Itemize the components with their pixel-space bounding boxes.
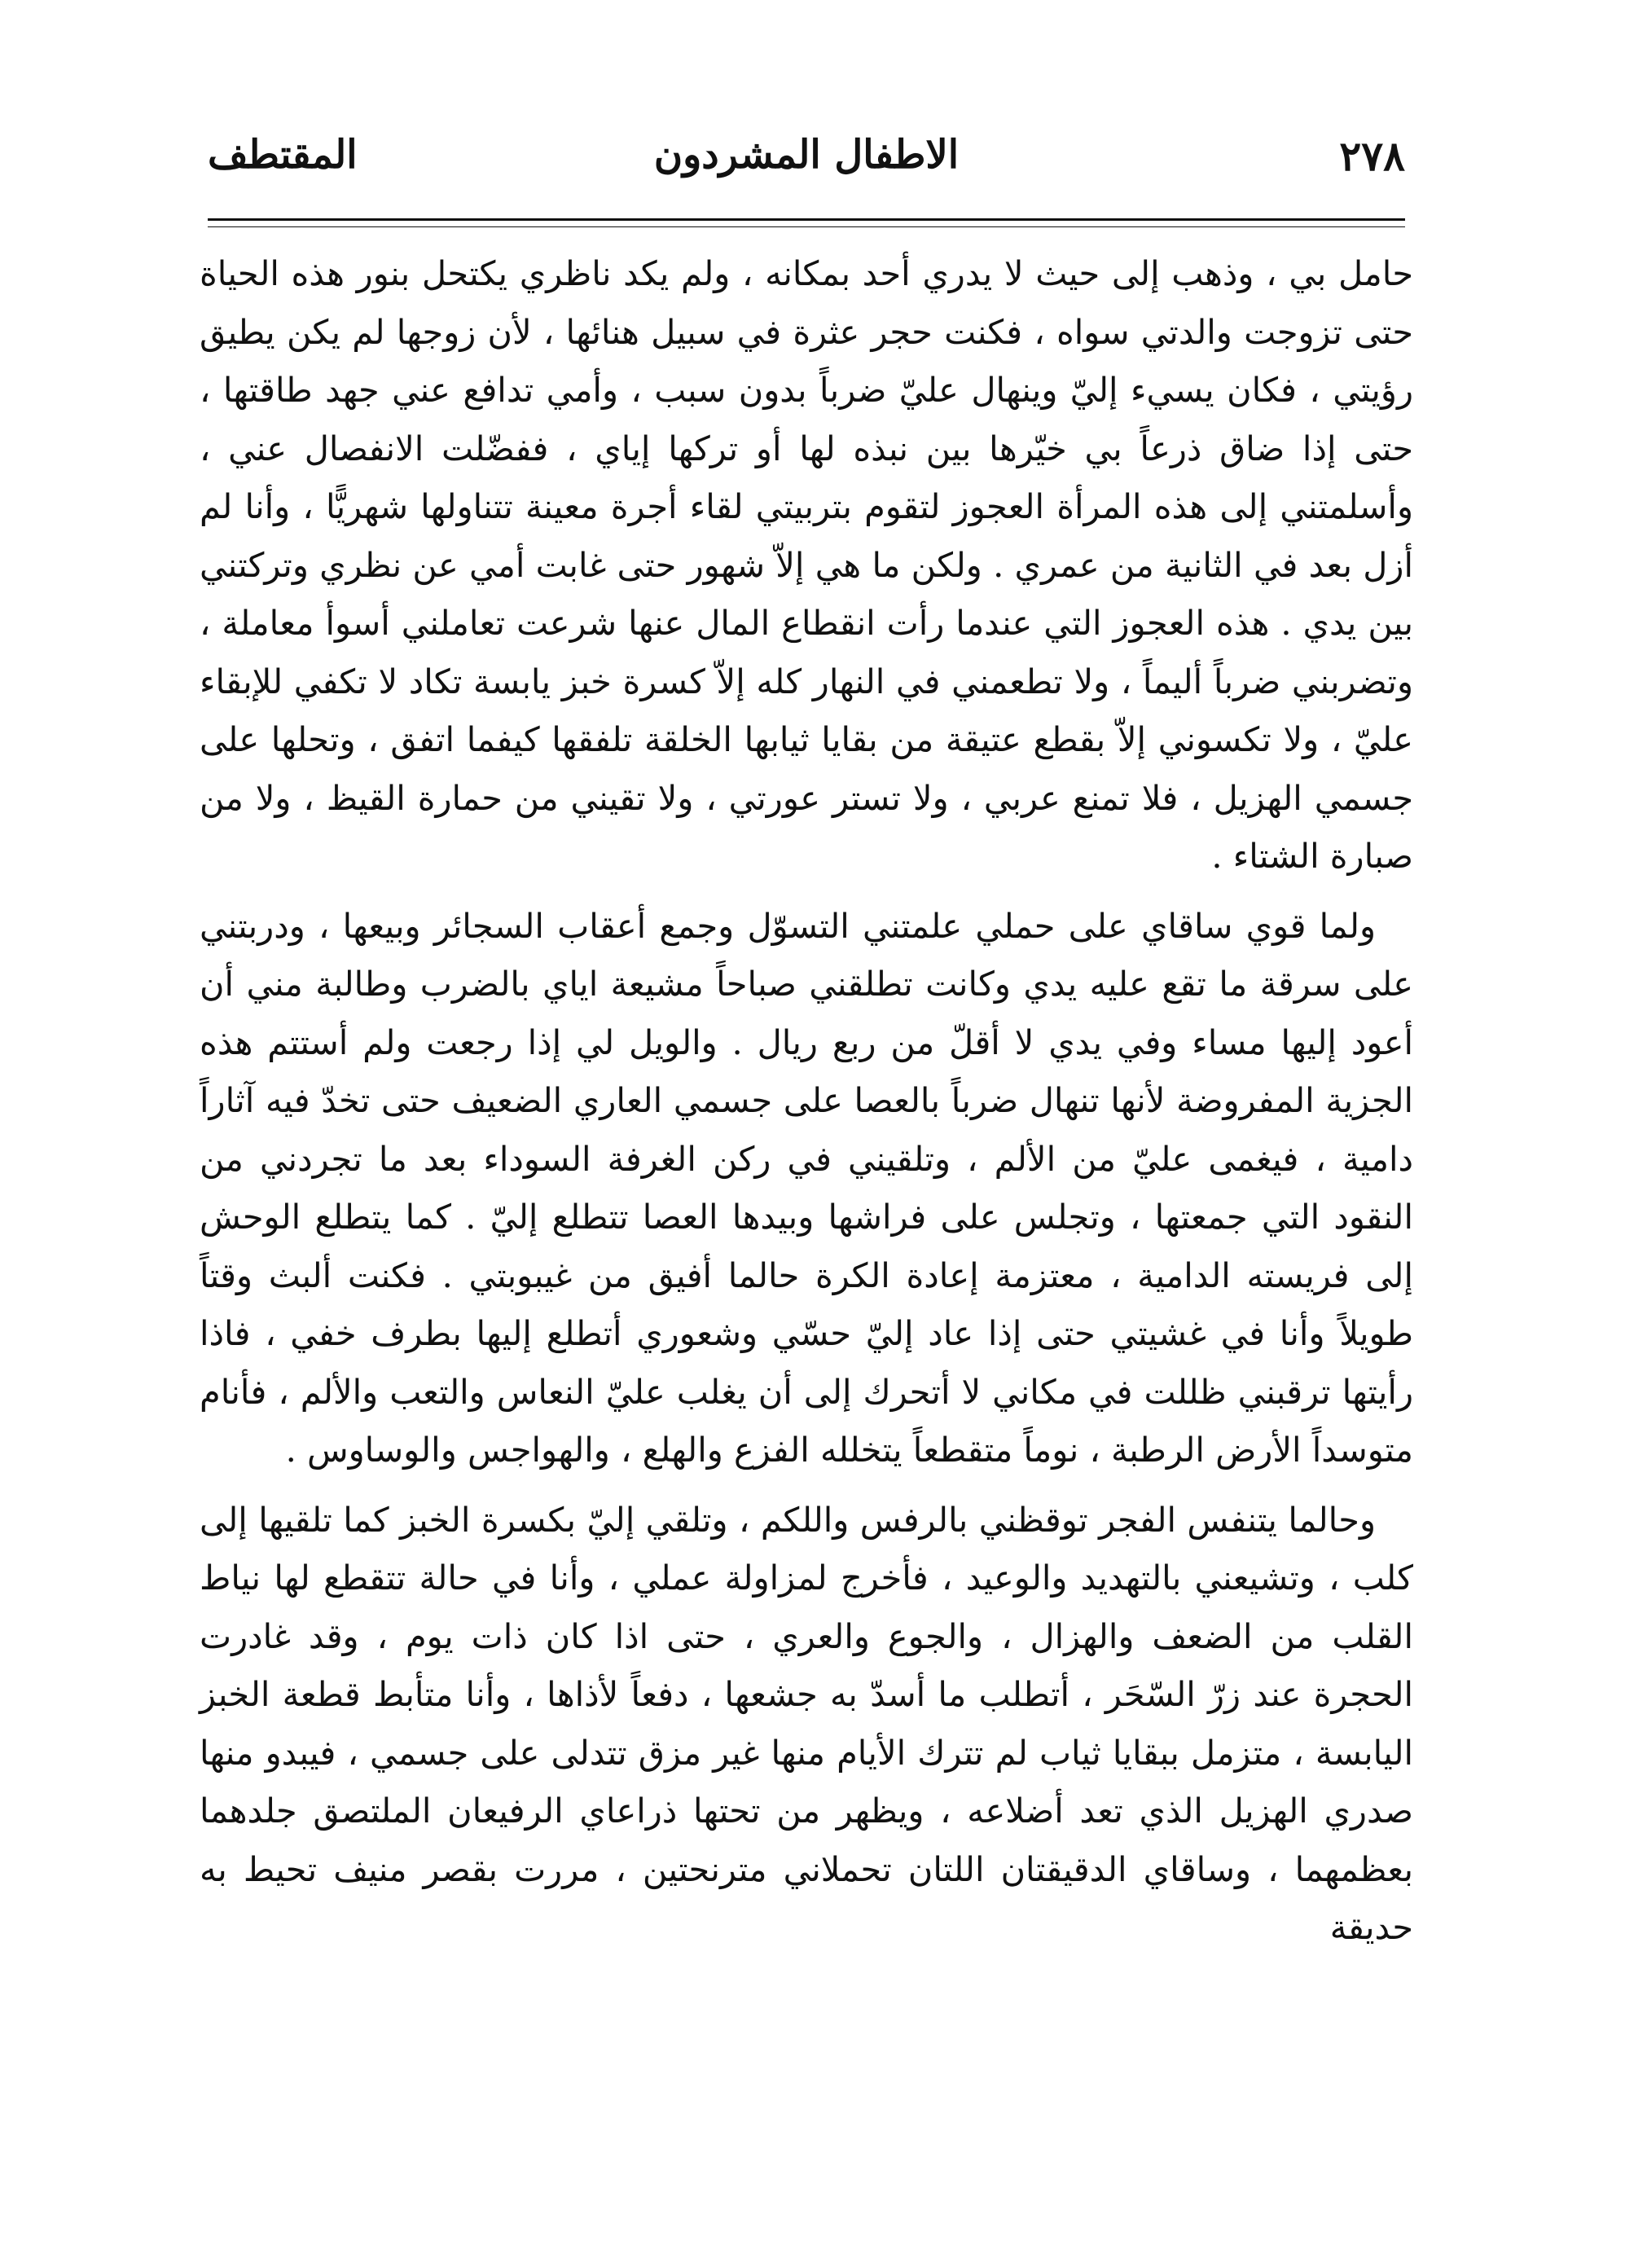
page-header xyxy=(208,122,1405,196)
article-body xyxy=(200,244,1413,1957)
article-title: الاطفال المشردون xyxy=(653,132,960,178)
paragraph-3: وحالما يتنفس الفجر توقظني بالرفس واللكم ، وتلقي إليّ بكسرة الخبز كما تلقيها إلى كلب ، وتشيعني بالتهديد والوعيد ، فأخرج لمزاولة عملي ، وأنا في حالة تتقطع لها نياط القلب من الضعف والهزال ، والجوع والعري ، حتى اذا كان ذات يوم ، وقد غادرت الحجرة عند زرّ السّحَر ، أتطلب ما أسدّ به جشعها ، دفعاً لأذاها ، وأنا متأبط قطعة الخبز اليابسة ، متزمل ببقايا ثياب لم تترك الأيام منها غير مزق تتدلى على جسمي ، فيبدو منها صدري الهزيل الذي تعد أضلاعه ، ويظهر من تحتها ذراعاي الرفيعان الملتصق جلدهما بعظمهما ، وساقاي الدقيقتان اللتان تحملاني مترنحتين ، مررت بقصر منيف تحيط به حديقة xyxy=(200,1499,1413,1947)
page-number: ٢٧٨ xyxy=(1339,132,1405,180)
paragraph-2: ولما قوي ساقاي على حملي علمتني التسوّل وجمع أعقاب السجائر وبيعها ، ودربتني على سرقة ما تقع عليه يدي وكانت تطلقني صباحاً مشيعة اياي بالضرب وطالبة مني أن أعود إليها مساء وفي يدي لا أقلّ من ربع ريال . والويل لي إذا رجعت ولم أستتم هذه الجزية المفروضة لأنها تنهال ضرباً بالعصا على جسمي العاري الضعيف حتى تخدّ فيه آثاراً دامية ، فيغمى عليّ من الألم ، وتلقيني في ركن الغرفة السوداء بعد ما تجردني من النقود التي جمعتها ، وتجلس على فراشها وبيدها العصا تتطلع إليّ . كما يتطلع الوحش إلى فريسته الدامية ، معتزمة إعادة الكرة حالما أفيق من غيبوبتي . فكنت ألبث وقتاً طويلاً وأنا في غشيتي حتى إذا عاد إليّ حسّي وشعوري أتطلع إليها بطرف خفي ، فاذا رأيتها ترقبني ظللت في مكاني لا أتحرك إلى أن يغلب عليّ النعاس والتعب والألم ، فأنام متوسداً الأرض الرطبة ، نوماً متقطعاً يتخلله الفزع والهلع ، والهواجس والوساوس . xyxy=(200,905,1413,1470)
header-rule xyxy=(208,218,1405,221)
paragraph-1: حامل بي ، وذهب إلى حيث لا يدري أحد بمكانه ، ولم يكد ناظري يكتحل بنور هذه الحياة حتى تزوجت والدتي سواه ، فكنت حجر عثرة في سبيل هنائها ، لأن زوجها لم يكن يطيق رؤيتي ، فكان يسيء إليّ وينهال عليّ ضرباً بدون سبب ، وأمي تدافع عني جهد طاقتها ، حتى إذا ضاق ذرعاً بي خيّرها بين نبذه لها أو تركها إياي ، ففضّلت الانفصال عني ، وأسلمتني إلى هذه المرأة العجوز لتقوم بتربيتي لقاء أجرة معينة تتناولها شهريًّا ، وأنا لم أزل بعد في الثانية من عمري . ولكن ما هي إلاّ شهور حتى غابت أمي عن نظري وتركتني بين يدي . هذه العجوز التي عندما رأت انقطاع المال عنها شرعت تعاملني أسوأ معاملة ، وتضربني ضرباً أليماً ، ولا تطعمني في النهار كله إلاّ كسرة خبز يابسة تكاد لا تكفي للإبقاء عليّ ، ولا تكسوني إلاّ بقطع عتيقة من بقايا ثيابها الخلقة تلفقها كيفما اتفق ، وتحلها على جسمي الهزيل ، فلا تمنع عربي ، ولا تستر عورتي ، ولا تقيني من حمارة القيظ ، ولا من صبارة الشتاء . xyxy=(200,253,1413,876)
journal-name: المقتطف xyxy=(208,132,358,178)
header-rule-thin xyxy=(208,226,1405,227)
